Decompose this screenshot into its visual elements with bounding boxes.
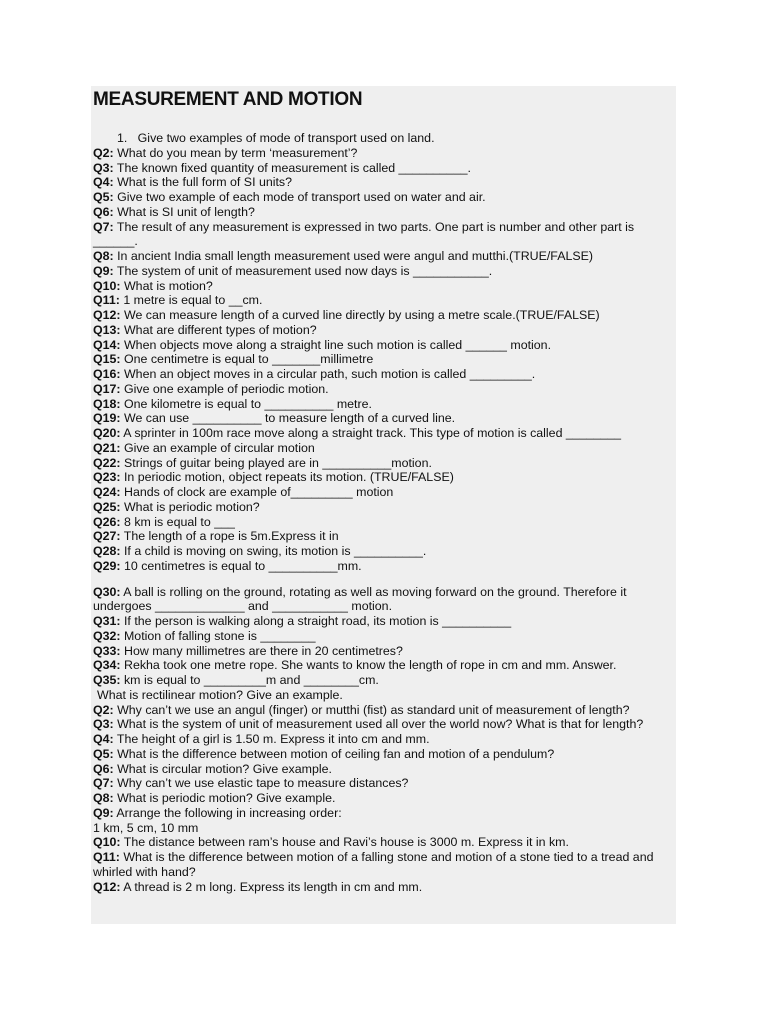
question-text: What do you mean by term ‘measurement’?	[113, 145, 358, 160]
question-line	[93, 205, 673, 220]
question-text: 1 metre is equal to __cm.	[119, 293, 263, 308]
question-text: How many millimetres are there in 20 centimetres?	[120, 643, 403, 658]
question-label: Q10:	[93, 278, 121, 293]
question-text: The system of unit of measurement used now days is ___________.	[113, 263, 493, 278]
question-text: When objects move along a straight line such motion is called ______ motion.	[120, 337, 552, 352]
question-text: Give an example of circular motion	[120, 440, 315, 455]
list-item: What is rectilinear motion? Give an example.	[97, 687, 343, 702]
question-line	[93, 515, 673, 530]
question-text: One kilometre is equal to __________ metre.	[120, 396, 372, 411]
question-label: Q14:	[93, 337, 121, 352]
question-label: Q8:	[93, 791, 114, 805]
question-line	[93, 732, 673, 747]
question-label: Q7:	[93, 219, 114, 234]
question-label: Q11:	[93, 850, 120, 864]
question-text: A sprinter in 100m race move along a straight track. This type of motion is called ________	[120, 426, 622, 440]
question-line	[93, 441, 673, 456]
question-line	[93, 658, 673, 673]
question-line	[93, 544, 673, 559]
question-text: One centimetre is equal to _______millimetre	[120, 352, 374, 367]
question-label: Q16:	[93, 367, 121, 381]
question-text: The distance between ram’s house and Ravi’s house is 3000 m. Express it in km.	[120, 835, 569, 850]
question-line	[93, 629, 673, 644]
question-group-c	[93, 703, 673, 821]
question-label: Q7:	[93, 776, 114, 791]
question-line	[93, 397, 673, 412]
question-text: What is the system of unit of measurement used all over the world now? What is that for length?	[113, 717, 644, 732]
question-label: Q11:	[93, 293, 120, 308]
question-line	[93, 352, 673, 367]
question-label: Q35:	[93, 673, 121, 687]
question-text: Give one example of periodic motion.	[120, 381, 329, 396]
question-line	[93, 850, 673, 880]
question-label: Q6:	[93, 761, 114, 776]
question-line	[93, 644, 673, 659]
question-line	[93, 762, 673, 777]
question-label: Q10:	[93, 835, 121, 850]
item-text: Give two examples of mode of transport used on land.	[137, 131, 435, 145]
question-line	[93, 264, 673, 279]
question-line	[93, 456, 673, 471]
question-label: Q32:	[93, 628, 121, 643]
question-line	[93, 529, 673, 544]
question-group-d	[93, 835, 673, 894]
question-text: A thread is 2 m long. Express its length in cm and mm.	[120, 879, 423, 894]
item-number: 1.	[117, 131, 128, 145]
list-item	[93, 131, 673, 146]
question-line	[93, 485, 673, 500]
question-label: Q4:	[93, 175, 114, 190]
question-label: Q5:	[93, 746, 114, 761]
question-line	[93, 146, 673, 161]
question-label: Q9:	[93, 805, 114, 820]
question-text: In ancient India small length measurement used were angul and mutthi.(TRUE/FALSE)	[113, 249, 594, 263]
question-label: Q9:	[93, 263, 114, 278]
question-text: When an object moves in a circular path, such motion is called _________.	[120, 367, 536, 381]
question-text: In periodic motion, object repeats its motion. (TRUE/FALSE)	[120, 470, 454, 485]
question-line	[93, 367, 673, 382]
order-values: 1 km, 5 cm, 10 mm	[93, 820, 199, 835]
question-line	[93, 614, 673, 629]
question-text: If a child is moving on swing, its motion is __________.	[120, 544, 427, 558]
question-text: km is equal to _________m and ________cm.	[120, 673, 379, 687]
question-label: Q17:	[93, 381, 121, 396]
question-text: The length of a rope is 5m.Express it in	[120, 529, 339, 544]
question-text: The height of a girl is 1.50 m. Express it into cm and mm.	[113, 732, 430, 746]
question-label: Q13:	[93, 322, 121, 337]
question-label: Q15:	[93, 352, 121, 367]
question-line	[93, 559, 673, 574]
question-line	[93, 338, 673, 353]
question-line	[93, 835, 673, 850]
question-label: Q12:	[93, 879, 121, 894]
question-text: Hands of clock are example of_________ motion	[120, 485, 394, 499]
question-label: Q25:	[93, 499, 121, 514]
question-label: Q28:	[93, 544, 121, 558]
question-label: Q26:	[93, 514, 121, 529]
question-label: Q18:	[93, 396, 121, 411]
question-line	[93, 470, 673, 485]
question-label: Q24:	[93, 485, 121, 499]
question-line	[93, 791, 673, 806]
question-text: What is periodic motion? Give example.	[113, 791, 336, 805]
question-line	[93, 411, 673, 426]
question-line	[93, 500, 673, 515]
question-label: Q29:	[93, 558, 121, 573]
question-text: What is SI unit of length?	[113, 204, 255, 219]
question-line	[93, 279, 673, 294]
question-line	[93, 806, 673, 821]
question-label: Q23:	[93, 470, 121, 485]
question-label: Q22:	[93, 455, 121, 470]
question-line	[93, 673, 673, 688]
question-line	[93, 880, 673, 895]
question-text: What is motion?	[120, 278, 213, 293]
question-label: Q3:	[93, 160, 114, 175]
question-text: A ball is rolling on the ground, rotating as well as moving forward on the ground. Therefore it undergoes _____________ and ___________ motion.	[93, 584, 627, 614]
question-label: Q31:	[93, 614, 121, 628]
question-label: Q2:	[93, 145, 114, 160]
question-text: Arrange the following in increasing order:	[113, 805, 342, 820]
question-text: Rekha took one metre rope. She wants to know the length of rope in cm and mm. Answer.	[120, 658, 617, 673]
question-label: Q27:	[93, 529, 121, 544]
question-line	[93, 776, 673, 791]
question-label: Q19:	[93, 411, 121, 426]
question-line	[93, 190, 673, 205]
question-line	[93, 308, 673, 323]
question-text: What is the difference between motion of a falling stone and motion of a stone tied to a tread and whirled with hand?	[93, 850, 654, 879]
question-label: Q33:	[93, 643, 121, 658]
question-text: If the person is walking along a straight road, its motion is __________	[120, 614, 512, 628]
question-text: What are different types of motion?	[120, 322, 317, 337]
question-line	[93, 249, 673, 264]
question-label: Q5:	[93, 190, 114, 204]
question-group-a	[93, 146, 673, 574]
question-text: Motion of falling stone is ________	[120, 628, 316, 643]
question-text: Why can’t we use elastic tape to measure distances?	[113, 776, 409, 791]
question-text: What is the full form of SI units?	[113, 175, 293, 190]
question-line	[93, 323, 673, 338]
question-label: Q12:	[93, 308, 121, 322]
question-text: We can use __________ to measure length of a curved line.	[120, 411, 456, 426]
question-text: 10 centimetres is equal to __________mm.	[120, 558, 362, 573]
question-label: Q2:	[93, 702, 114, 717]
question-text: What is the difference between motion of ceiling fan and motion of a pendulum?	[113, 746, 555, 761]
question-text: What is periodic motion?	[120, 499, 260, 514]
question-group-b	[93, 585, 673, 688]
question-text: Strings of guitar being played are in __________motion.	[120, 455, 432, 470]
question-line	[93, 426, 673, 441]
question-line	[93, 717, 673, 732]
question-text: The known fixed quantity of measurement is called __________.	[113, 160, 471, 175]
question-label: Q34:	[93, 658, 121, 673]
question-line	[93, 220, 673, 250]
question-label: Q4:	[93, 732, 114, 746]
question-label: Q6:	[93, 204, 114, 219]
page-title: MEASUREMENT AND MOTION	[93, 89, 363, 110]
question-line	[93, 703, 673, 718]
question-line	[93, 585, 673, 615]
question-text: 8 km is equal to ___	[120, 514, 235, 529]
question-label: Q3:	[93, 717, 114, 732]
question-line	[93, 175, 673, 190]
question-text: The result of any measurement is expressed in two parts. One part is number and other part is ______.	[93, 219, 635, 249]
question-text: Why can’t we use an angul (finger) or mutthi (fist) as standard unit of measurement of length?	[113, 702, 630, 717]
question-label: Q21:	[93, 440, 121, 455]
question-label: Q20:	[93, 426, 121, 440]
question-list	[93, 131, 673, 894]
question-label: Q30:	[93, 584, 121, 599]
question-text: What is circular motion? Give example.	[113, 761, 332, 776]
question-line	[93, 161, 673, 176]
question-text: We can measure length of a curved line directly by using a metre scale.(TRUE/FALSE)	[120, 308, 600, 322]
document-page	[91, 86, 676, 924]
question-line	[93, 382, 673, 397]
question-label: Q8:	[93, 249, 114, 263]
question-line	[93, 293, 673, 308]
question-line	[93, 747, 673, 762]
question-text: Give two example of each mode of transport used on water and air.	[113, 190, 486, 204]
